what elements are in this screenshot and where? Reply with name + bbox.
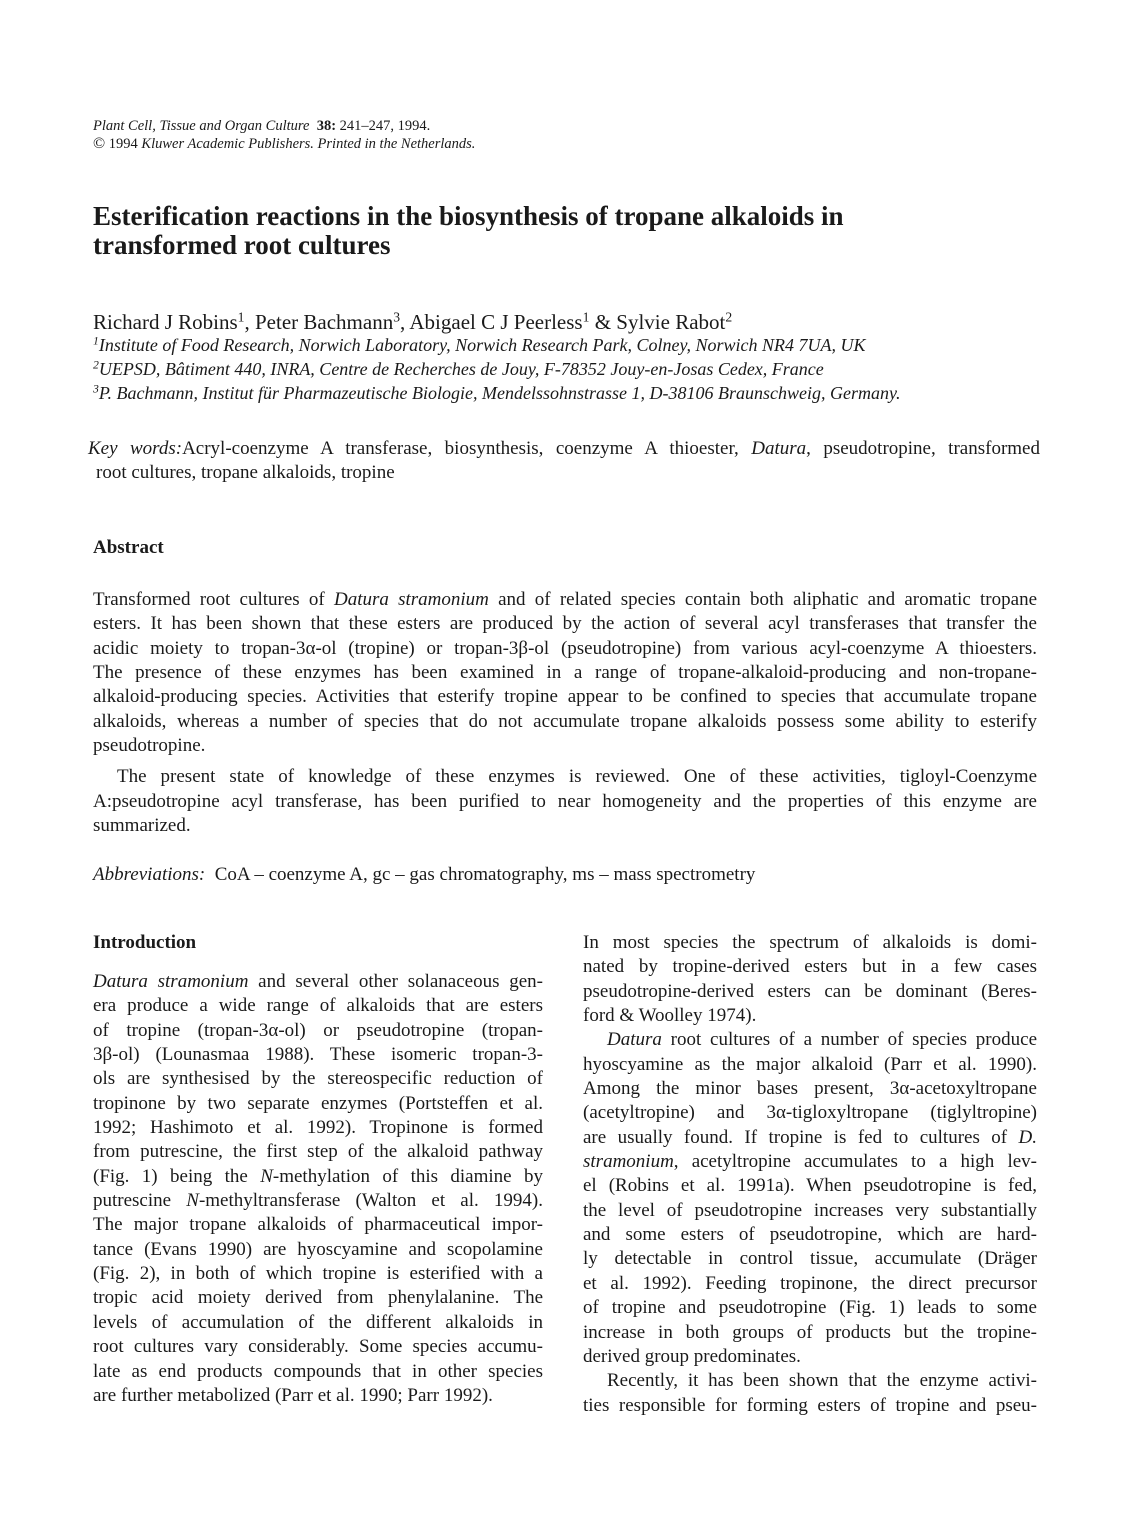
affiliation: $^1$Institute of Food Research, Norwich Laboratory, Norwich Research Park, Colney, Norwich NR4 7UA, UK — [93, 334, 866, 355]
text-line: stramonium, acetyltropine accumulates to a high lev- — [583, 1151, 1037, 1173]
copyright-line — [93, 135, 475, 153]
introduction-heading: Introduction — [93, 932, 197, 953]
italic-term: Datura — [751, 438, 807, 459]
italic-term: Datura stramonium — [333, 589, 489, 610]
author: Sylvie Rabot$^2$ — [616, 309, 733, 334]
text-line: from putrescine, the first step of the alkaloid pathway — [93, 1141, 543, 1163]
affiliation: $^2$UEPSD, Bâtiment 440, INRA, Centre de Recherches de Jouy, F-78352 Jouy-en-Josas Cedex, France — [93, 358, 824, 379]
text-line: (Fig. 2), in both of which tropine is esterified with a — [93, 1263, 543, 1285]
paragraph — [583, 1369, 1037, 1418]
abbreviations — [93, 863, 755, 887]
text-line: increase in both groups of products but the tropine- — [583, 1321, 1037, 1343]
text-line: tropinone by two separate enzymes (Portsteffen et al. — [93, 1092, 543, 1114]
copyright-icon: © — [93, 135, 106, 152]
text-line: 1992; Hashimoto et al. 1992). Tropinone is formed — [93, 1117, 543, 1139]
paragraph — [93, 588, 1037, 758]
text-line: tropic acid moiety derived from phenylalanine. The — [93, 1287, 543, 1309]
text-line: root cultures vary considerably. Some species accumu- — [93, 1336, 543, 1358]
journal-volume: 38: — [316, 118, 337, 134]
author: Richard J Robins$^1$, — [93, 309, 255, 334]
text-line: of tropine and pseudotropine (Fig. 1) leads to some — [583, 1297, 1037, 1319]
italic-term: stramonium — [583, 1151, 674, 1173]
journal-citation — [93, 118, 430, 135]
text-line: 3β-ol) (Lounasmaa 1988). These isomeric tropan-3- — [93, 1044, 543, 1066]
italic-term: Datura stramonium — [93, 971, 249, 992]
article-title: Esterification reactions in the biosynthesis of tropane alkaloids in transformed root cultures — [93, 201, 844, 260]
italic-term: N — [260, 1165, 273, 1187]
abbreviations-text: CoA – coenzyme A, gc – gas chromatography, ms – mass spectrometry — [214, 864, 756, 885]
text-line: alkaloids, whereas a number of species that do not accumulate tropane alkaloids possess some ability to esterify — [93, 710, 1037, 732]
italic-term: Datura — [607, 1029, 662, 1051]
text-line: ties responsible for forming esters of tropine and pseu- — [583, 1394, 1037, 1416]
italic-term: N — [186, 1190, 199, 1212]
affiliation: $^3$P. Bachmann, Institut für Pharmazeutische Biologie, Mendelssohnstrasse 1, D-38106 Braunschweig, Germany. — [93, 382, 901, 403]
text-line: Datura stramonium and several other solanaceous gen- — [93, 971, 543, 992]
paragraph — [583, 1028, 1037, 1369]
text-line: The major tropane alkaloids of pharmaceutical impor- — [93, 1214, 543, 1236]
text-line: ford & Woolley 1974). — [583, 1005, 757, 1027]
paragraph — [93, 970, 543, 1408]
journal-pages-year: 241–247, 1994. — [339, 118, 431, 134]
abstract-heading: Abstract — [93, 537, 164, 558]
text-line: ly detectable in control tissue, accumulate (Dräger — [583, 1248, 1037, 1270]
text-line: The present state of knowledge of these enzymes is reviewed. One of these activities, tigloyl-Coenzyme — [117, 766, 1037, 788]
introduction-left-column — [93, 970, 543, 1408]
text-line: The presence of these enzymes has been examined in a range of tropane-alkaloid-producing and non-tropane- — [93, 662, 1037, 684]
text-line: ols are synthesised by the stereospecific reduction of — [93, 1068, 543, 1090]
text-line: are usually found. If tropine is fed to cultures of D. — [583, 1126, 1037, 1148]
text-line: derived group predominates. — [583, 1345, 801, 1367]
text-line: pseudotropine. — [93, 735, 206, 757]
text-line: el (Robins et al. 1991a). When pseudotropine is fed, — [583, 1175, 1037, 1197]
author-list — [93, 309, 732, 335]
copyright-year: 1994 — [108, 136, 138, 152]
text-line: late as end products compounds that in other species — [93, 1360, 543, 1382]
keywords-line: root cultures, tropane alkaloids, tropine — [96, 462, 395, 484]
text-line: A:pseudotropine acyl transferase, has been purified to near homogeneity and the properties of this enzyme are — [93, 790, 1037, 812]
abstract-body — [93, 588, 1037, 838]
text-line: (Fig. 1) being the N-methylation of this diamine by — [93, 1165, 543, 1187]
text-line: era produce a wide range of alkaloids that are esters — [93, 995, 543, 1017]
italic-term: D. — [1018, 1126, 1037, 1148]
text-line: In most species the spectrum of alkaloids is domi- — [583, 932, 1037, 953]
author: Abigael C J Peerless$^1$ & — [409, 309, 617, 334]
text-line: nated by tropine-derived esters but in a few cases — [583, 956, 1037, 978]
text-line: putrescine N-methyltransferase (Walton et al. 1994). — [93, 1190, 544, 1212]
text-line: Among the minor bases present, 3α-acetoxyltropane — [583, 1078, 1037, 1100]
text-line: acidic moiety to tropan-3α-ol (tropine) or tropan-3β-ol (pseudotropine) from various acyl-coenzyme A thioesters. — [93, 637, 1037, 659]
text-line: alkaloid-producing species. Activities that esterify tropine appear to be confined to species that accumulate tropane — [93, 686, 1037, 708]
text-line: levels of accumulation of the different alkaloids in — [93, 1311, 543, 1333]
text-line: hyoscyamine as the major alkaloid (Parr et al. 1990). — [583, 1053, 1037, 1075]
publisher: Kluwer Academic Publishers. Printed in the Netherlands. — [141, 136, 476, 152]
text-line: Transformed root cultures of Datura stramonium and of related species contain both aliphatic and aromatic tropane — [93, 589, 1037, 610]
keywords-line: Key words:Acryl-coenzyme A transferase, biosynthesis, coenzyme A thioester, Datura, pseudotropine, transformed — [88, 438, 1040, 459]
text-line: tance (Evans 1990) are hyoscyamine and scopolamine — [93, 1238, 543, 1260]
text-line: are further metabolized (Parr et al. 1990; Parr 1992). — [93, 1384, 493, 1406]
text-line: pseudotropine-derived esters can be dominant (Beres- — [583, 980, 1037, 1002]
journal-name: Plant Cell, Tissue and Organ Culture — [93, 118, 310, 134]
introduction-right-column — [583, 931, 1037, 1418]
text-line: et al. 1992). Feeding tropinone, the direct precursor — [583, 1272, 1037, 1294]
text-line: summarized. — [93, 815, 191, 837]
author: Peter Bachmann$^3$, — [255, 309, 410, 334]
text-line: of tropine (tropan-3α-ol) or pseudotropine (tropan- — [93, 1019, 543, 1041]
keywords-label: Key words: — [88, 438, 183, 459]
text-line: the level of pseudotropine increases very substantially — [583, 1199, 1037, 1221]
text-line: Recently, it has been shown that the enzyme activi- — [607, 1370, 1037, 1392]
keywords — [88, 437, 1040, 486]
text-line: and some esters of pseudotropine, which are hard- — [583, 1224, 1037, 1246]
text-line: (acetyltropine) and 3α-tigloxyltropane (tiglyltropine) — [583, 1102, 1037, 1124]
text-line: esters. It has been shown that these esters are produced by the action of several acyl transferases that transfer the — [93, 613, 1037, 635]
text-line: Datura root cultures of a number of species produce — [607, 1029, 1037, 1051]
paragraph — [583, 931, 1037, 1028]
paragraph — [93, 765, 1037, 838]
abbreviations-label: Abbreviations: — [93, 864, 206, 885]
